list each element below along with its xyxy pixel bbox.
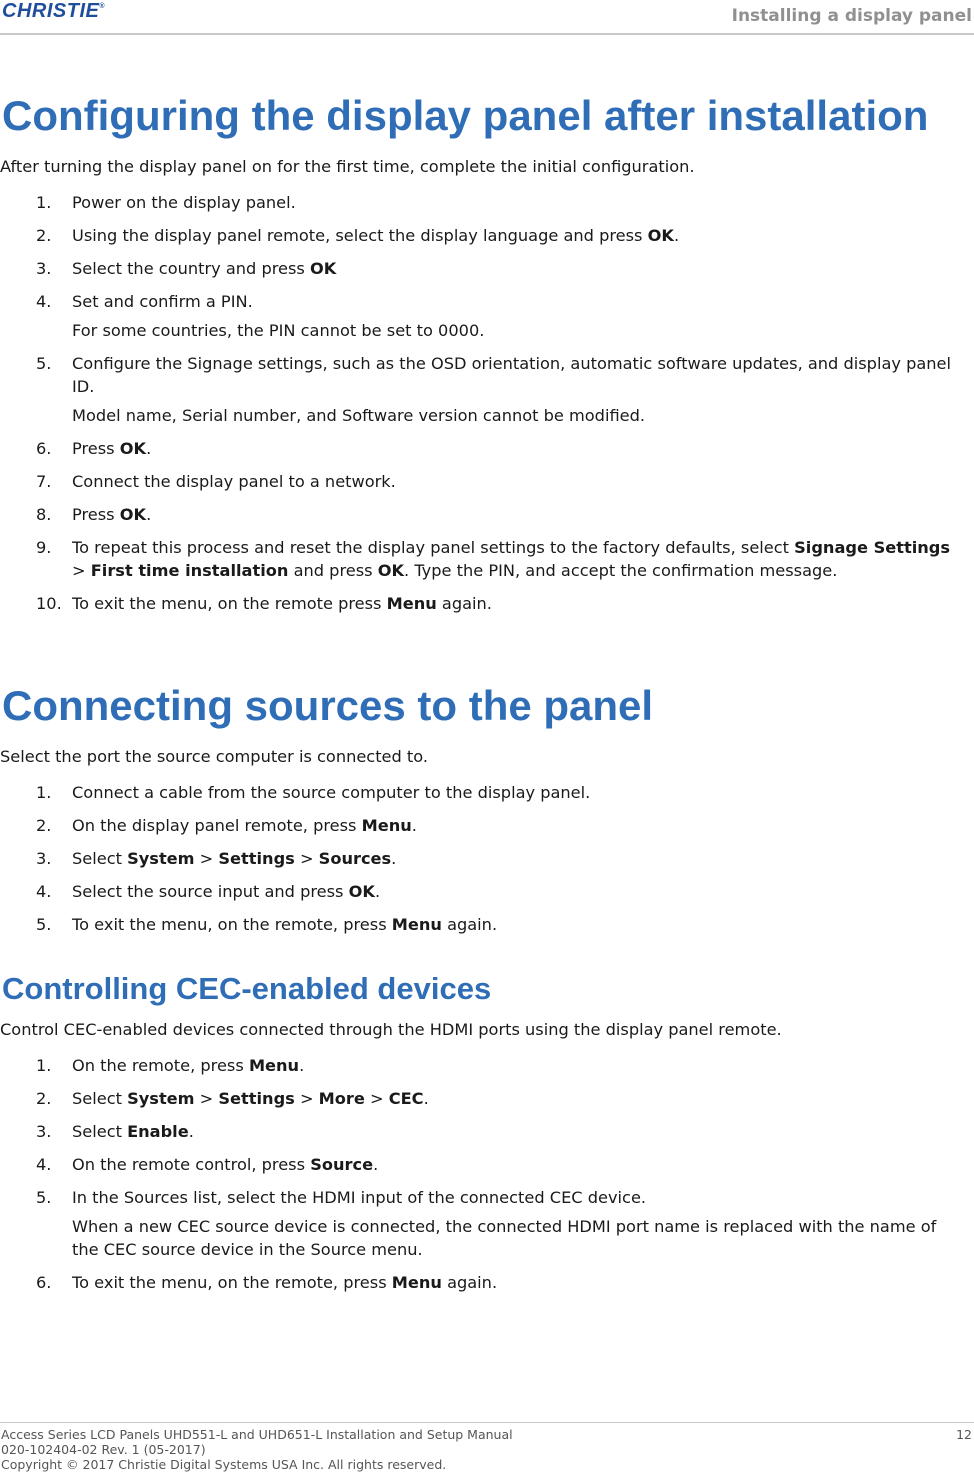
step-text-run: again.: [436, 594, 492, 613]
step-text-bold: OK: [348, 882, 375, 901]
step-text: [72, 847, 968, 870]
step-item: [0, 437, 974, 460]
step-text-bold: Menu: [361, 816, 412, 835]
step-text: [72, 781, 968, 804]
step-text: [72, 290, 968, 313]
step-text-bold: OK: [647, 226, 674, 245]
step-text-run: .: [146, 439, 152, 458]
step-item: [0, 847, 974, 870]
step-text-bold: Menu: [391, 915, 442, 934]
step-number: 3.: [36, 259, 52, 278]
step-text-run: >: [364, 1089, 389, 1108]
step-text-run: Using the display panel remote, select the display language and press: [72, 226, 648, 245]
header-section-title: Installing a display panel: [731, 6, 972, 26]
section-intro-connecting: Select the port the source computer is connected to.: [0, 747, 429, 766]
step-item: [0, 191, 974, 214]
step-item: [0, 880, 974, 903]
step-text: [72, 1054, 968, 1077]
step-text-bold: Menu: [248, 1056, 300, 1075]
step-text: [72, 224, 968, 247]
steps-list-controlling: [0, 1054, 974, 1304]
step-text-run: Select: [72, 1122, 128, 1141]
footer-page-number: 12: [956, 1427, 972, 1442]
step-item: [0, 503, 974, 526]
step-text: [72, 814, 968, 837]
step-item: [0, 470, 974, 493]
step-text-bold: OK: [119, 505, 147, 524]
step-text-bold: Signage Settings: [794, 538, 950, 557]
step-item: [0, 352, 974, 427]
step-item: [0, 1087, 974, 1110]
step-number: 7.: [36, 472, 52, 491]
footer-manual-title: Access Series LCD Panels UHD551-L and UHD651-L Installation and Setup Manual: [1, 1427, 513, 1442]
step-text-run: .: [373, 1155, 379, 1174]
step-text-bold: Sources: [318, 849, 392, 868]
step-text: [72, 470, 968, 493]
step-item: [0, 1186, 974, 1261]
section-heading-configuring: Configuring the display panel after installation: [2, 92, 929, 139]
step-item: [0, 224, 974, 247]
step-text-run: To repeat this process and reset the display panel settings to the factory defaults, select: [72, 538, 795, 557]
step-text-run: Select the source input and press: [72, 882, 349, 901]
step-number: 9.: [36, 538, 52, 557]
step-number: 10.: [36, 594, 62, 613]
step-text-run: .: [673, 226, 680, 245]
step-text-bold: CEC: [388, 1089, 424, 1108]
step-text: [72, 1120, 968, 1143]
step-text-run: >: [72, 561, 91, 580]
step-text-run: Connect a cable from the source computer to the display panel.: [72, 783, 591, 802]
step-text: [72, 503, 968, 526]
step-text: [72, 536, 968, 582]
step-text-bold: System: [127, 1089, 195, 1108]
step-text-run: Press: [72, 439, 120, 458]
step-item: [0, 781, 974, 804]
page-header: [0, 0, 974, 35]
step-number: 2.: [36, 816, 52, 835]
step-text-bold: Settings: [218, 1089, 295, 1108]
steps-list-connecting: [0, 781, 974, 946]
step-text: [72, 191, 968, 214]
section-heading-controlling: Controlling CEC-enabled devices: [2, 971, 492, 1006]
step-number: 6.: [36, 439, 52, 458]
step-text-bold: OK: [119, 439, 147, 458]
step-number: 4.: [36, 882, 52, 901]
step-number: 3.: [36, 849, 52, 868]
step-text-bold: Source: [310, 1155, 374, 1174]
step-text-run: Configure the Signage settings, such as the OSD orientation, automatic software updates, and display panel ID.: [72, 354, 952, 396]
step-text: [72, 913, 968, 936]
christie-logo: [2, 0, 105, 23]
step-text-run: . Type the PIN, and accept the confirmation message.: [404, 561, 838, 580]
step-text: [72, 352, 968, 398]
step-text-run: To exit the menu, on the remote press: [72, 594, 387, 613]
step-text-run: >: [194, 849, 219, 868]
step-text-run: To exit the menu, on the remote, press: [72, 1273, 392, 1292]
step-number: 5.: [36, 1188, 52, 1207]
step-text-run: Select: [72, 1089, 128, 1108]
step-text-run: .: [146, 505, 152, 524]
step-text-run: Set and confirm a PIN.: [72, 292, 253, 311]
step-number: 1.: [36, 193, 52, 212]
step-text: [72, 880, 968, 903]
step-item: [0, 1153, 974, 1176]
step-text-run: .: [188, 1122, 194, 1141]
step-text: [72, 592, 968, 615]
step-number: 4.: [36, 1155, 52, 1174]
step-item: [0, 1120, 974, 1143]
step-text-run: In the Sources list, select the HDMI input of the connected CEC device.: [72, 1188, 647, 1207]
step-text-run: Press: [72, 505, 120, 524]
step-note: Model name, Serial number, and Software version cannot be modified.: [72, 406, 646, 425]
step-number: 5.: [36, 915, 52, 934]
footer-copyright: Copyright © 2017 Christie Digital Systems USA Inc. All rights reserved.: [1, 1457, 447, 1472]
step-item: [0, 1271, 974, 1294]
step-text-run: Power on the display panel.: [72, 193, 296, 212]
step-text-bold: Menu: [386, 594, 437, 613]
step-item: [0, 1054, 974, 1077]
step-text: [72, 1271, 968, 1294]
step-item: [0, 290, 974, 342]
step-text-run: On the display panel remote, press: [72, 816, 362, 835]
step-text-bold: Menu: [391, 1273, 442, 1292]
step-note: For some countries, the PIN cannot be set to 0000.: [72, 321, 485, 340]
step-item: [0, 913, 974, 936]
step-text-run: >: [294, 849, 319, 868]
step-text-bold: OK: [377, 561, 405, 580]
section-heading-connecting: Connecting sources to the panel: [2, 682, 654, 729]
step-number: 2.: [36, 1089, 52, 1108]
step-text-run: .: [391, 849, 397, 868]
step-text-run: >: [194, 1089, 219, 1108]
logo-text: CHRISTIE: [2, 0, 100, 22]
step-number: 8.: [36, 505, 52, 524]
logo-registered-mark: ®: [99, 3, 106, 10]
step-item: [0, 592, 974, 615]
step-number: 5.: [36, 354, 52, 373]
step-text-run: .: [411, 816, 417, 835]
step-text-run: On the remote control, press: [72, 1155, 311, 1174]
step-item: [0, 536, 974, 582]
step-text: [72, 1153, 968, 1176]
step-number: 1.: [36, 1056, 52, 1075]
step-text-run: Select the country and press: [72, 259, 310, 278]
step-number: 3.: [36, 1122, 52, 1141]
step-number: 2.: [36, 226, 52, 245]
step-number: 6.: [36, 1273, 52, 1292]
step-text-bold: OK: [310, 259, 337, 278]
step-text-bold: First time installation: [90, 561, 289, 580]
step-text-run: again.: [441, 915, 498, 934]
step-text: [72, 1186, 968, 1209]
step-number: 1.: [36, 783, 52, 802]
step-text-bold: Settings: [218, 849, 295, 868]
step-text-bold: More: [318, 1089, 365, 1108]
step-text: [72, 437, 968, 460]
step-text-run: Connect the display panel to a network.: [72, 472, 396, 491]
step-text-run: .: [299, 1056, 305, 1075]
step-text-run: To exit the menu, on the remote, press: [72, 915, 392, 934]
step-text-run: .: [423, 1089, 429, 1108]
step-text-run: Select: [72, 849, 128, 868]
step-text-run: .: [374, 882, 381, 901]
step-text: [72, 1087, 968, 1110]
step-text-run: and press: [288, 561, 378, 580]
steps-list-configuring: [0, 191, 974, 625]
step-note: When a new CEC source device is connected, the connected HDMI port name is replaced with the name of the CEC source device in the Source menu.: [72, 1217, 937, 1259]
step-text-run: >: [294, 1089, 319, 1108]
step-text-run: again.: [441, 1273, 498, 1292]
step-text: [72, 257, 968, 280]
step-text-bold: Enable: [127, 1122, 189, 1141]
step-text-run: On the remote, press: [72, 1056, 249, 1075]
step-item: [0, 257, 974, 280]
step-item: [0, 814, 974, 837]
footer-revision: 020-102404-02 Rev. 1 (05-2017): [1, 1442, 206, 1457]
section-intro-configuring: After turning the display panel on for the first time, complete the initial configuration.: [0, 157, 695, 176]
page-footer: [0, 1422, 974, 1472]
section-intro-controlling: Control CEC-enabled devices connected through the HDMI ports using the display panel remote.: [0, 1020, 782, 1039]
step-text-bold: System: [127, 849, 195, 868]
step-number: 4.: [36, 292, 52, 311]
